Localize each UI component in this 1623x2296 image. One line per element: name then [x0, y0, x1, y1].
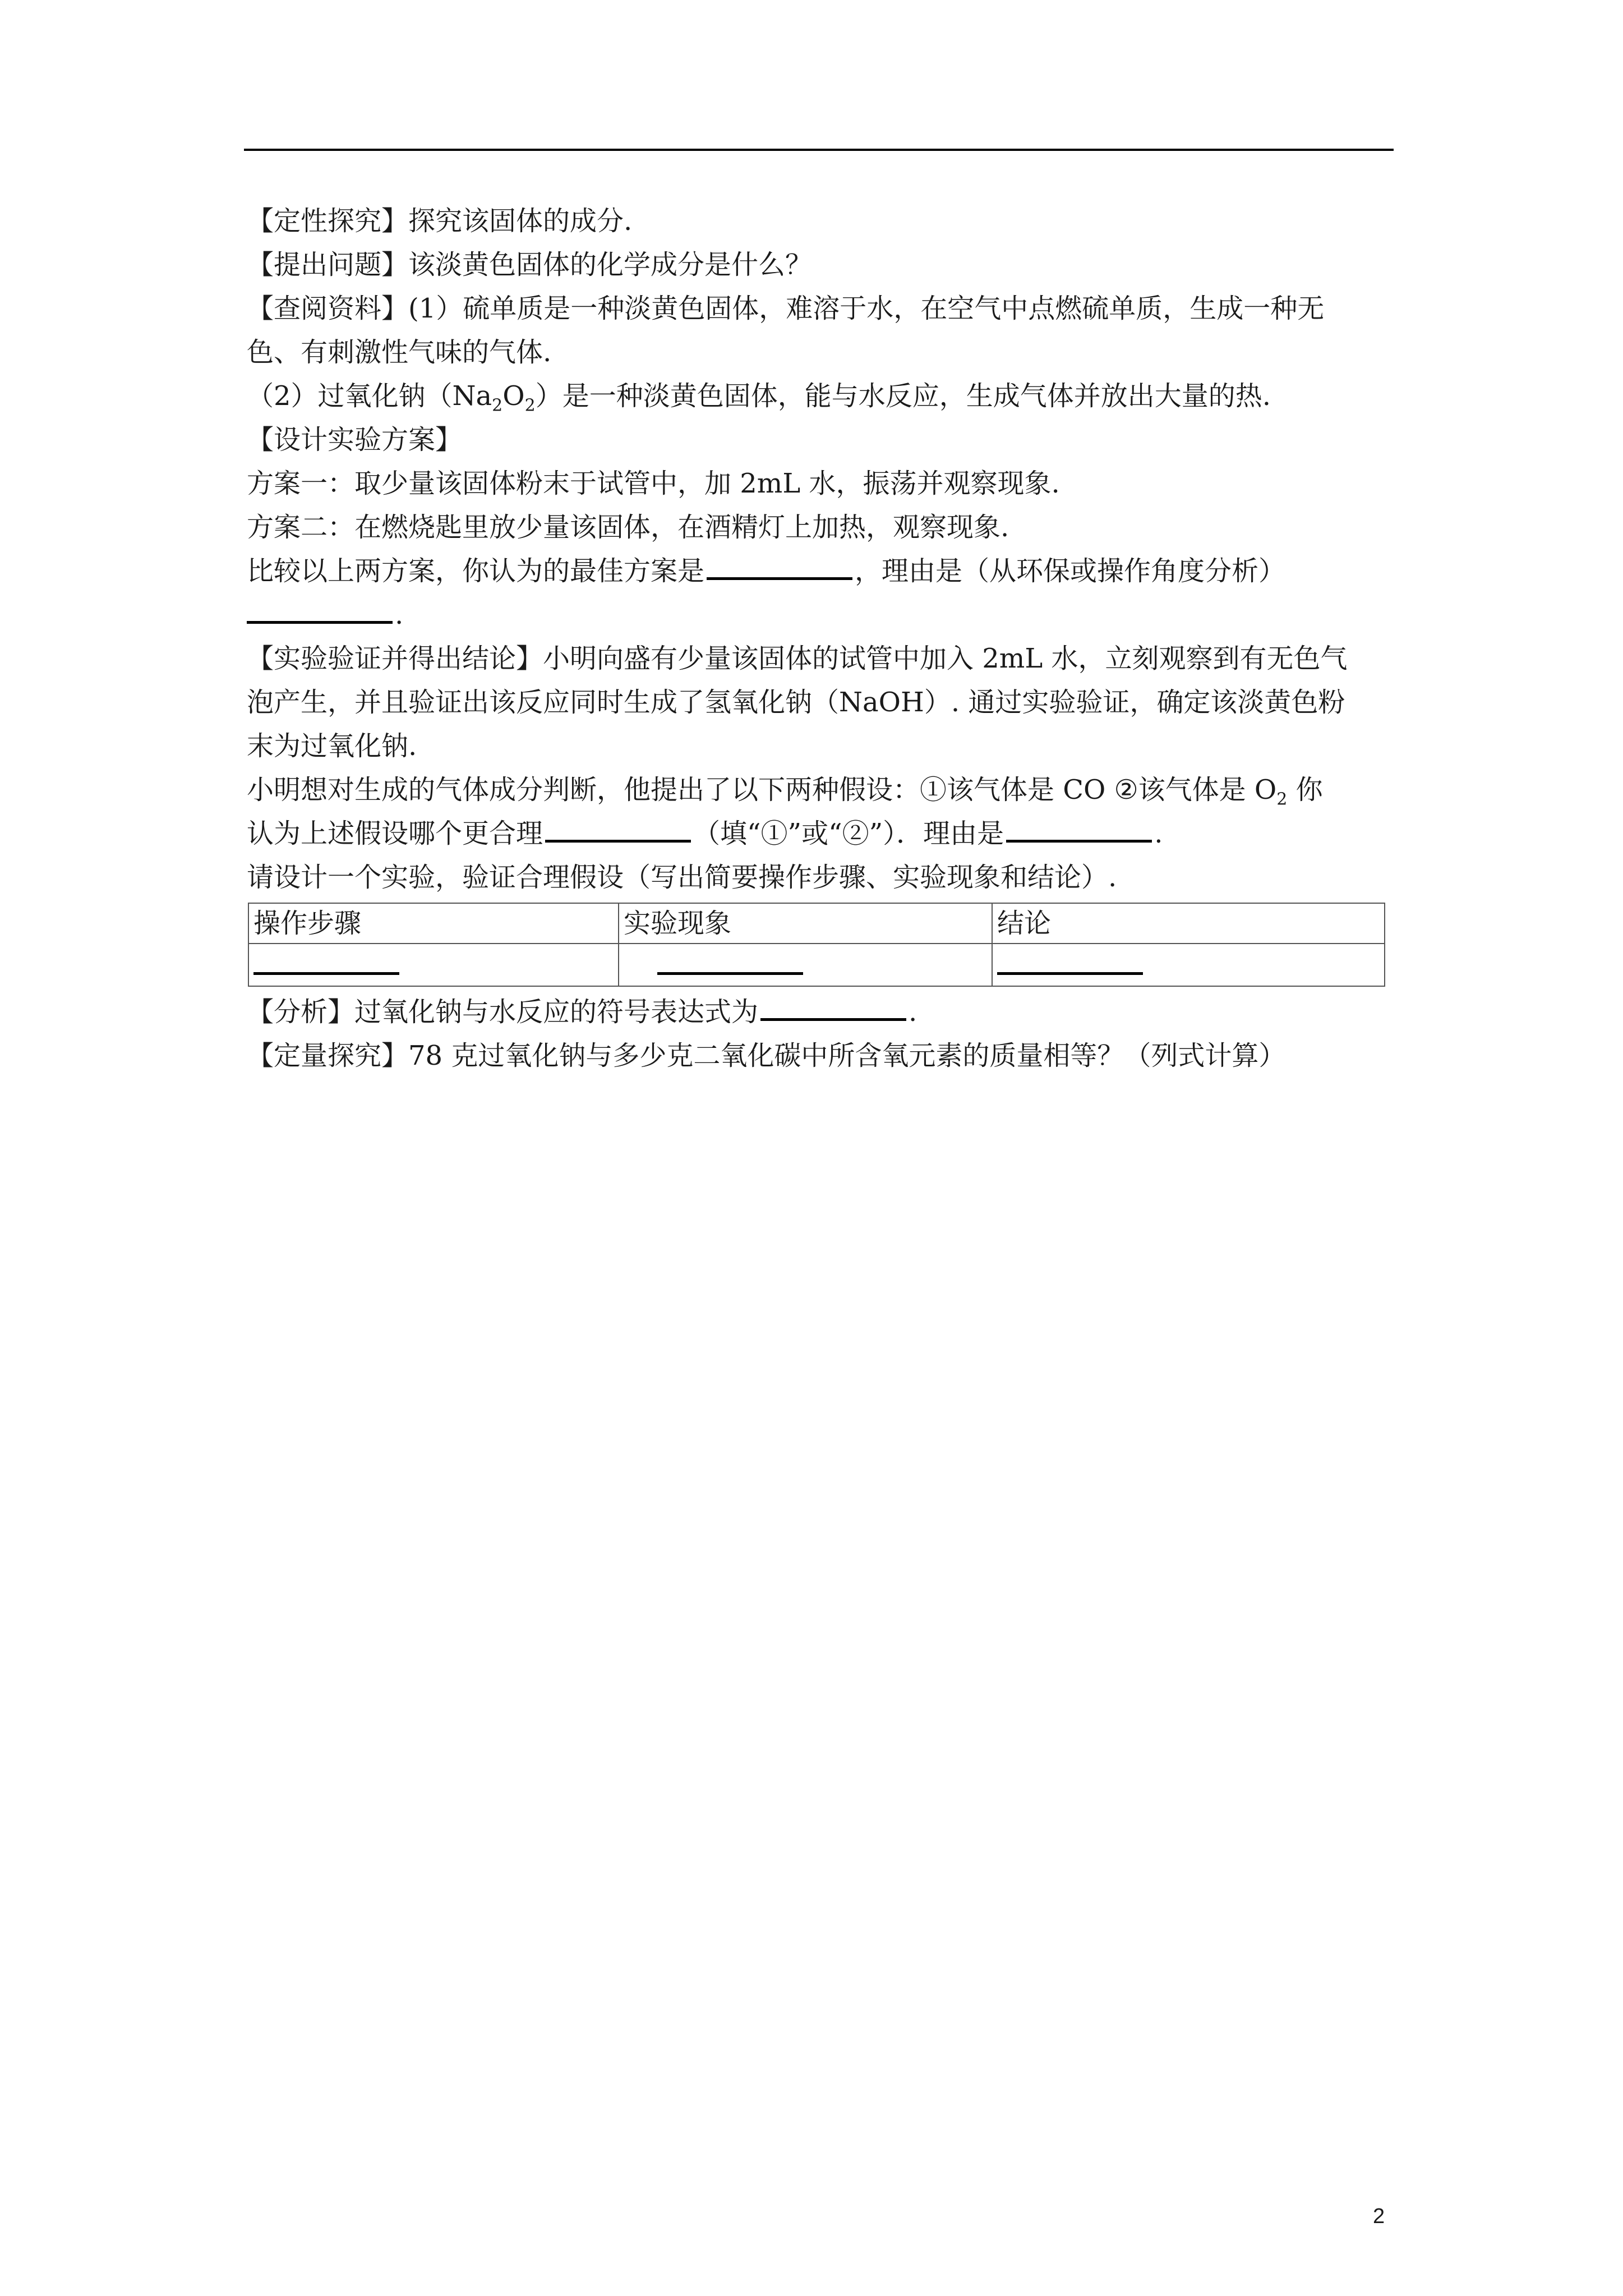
question-content	[247, 199, 1391, 1078]
table-header-cell: 实验现象	[619, 903, 992, 944]
paragraph: 【定量探究】78 克过氧化钠与多少克二氧化碳中所含氧元素的质量相等？（列式计算）	[247, 1040, 1286, 1071]
table-header-cell: 操作步骤	[248, 903, 619, 944]
paragraph	[247, 990, 1391, 1034]
paragraph: 色、有刺激性气味的气体.	[247, 337, 552, 368]
table-cell	[248, 944, 619, 986]
answer-blank[interactable]	[997, 944, 1143, 975]
paragraph: 【实验验证并得出结论】小明向盛有少量该固体的试管中加入 2mL 水，立刻观察到有无色气	[247, 643, 1348, 674]
paragraph	[247, 812, 1391, 855]
paragraph: 泡产生，并且验证出该反应同时生成了氢氧化钠（NaOH）. 通过实验验证，确定该淡黄色粉	[247, 687, 1345, 718]
text: 你	[1287, 774, 1323, 806]
text: 【分析】过氧化钠与水反应的符号表达式为	[247, 996, 759, 1028]
subscript: 2	[492, 395, 503, 416]
answer-blank[interactable]	[657, 944, 803, 975]
experiment-table	[248, 903, 1385, 987]
text: 认为上述假设哪个更合理	[247, 818, 543, 849]
paragraph: 【查阅资料】(1）硫单质是一种淡黄色固体，难溶于水，在空气中点燃硫单质，生成一种无	[247, 293, 1325, 324]
text: .	[1154, 818, 1163, 849]
text: （2）过氧化钠（Na	[247, 380, 492, 412]
text: 比较以上两方案，你认为的最佳方案是	[247, 555, 705, 587]
table-row	[248, 944, 1385, 986]
table-cell	[619, 944, 992, 986]
header-rule	[244, 149, 1394, 151]
answer-blank[interactable]	[545, 813, 691, 843]
table-cell	[992, 944, 1385, 986]
paragraph	[247, 768, 1391, 812]
page-number: 2	[1373, 2205, 1385, 2228]
text: O	[502, 380, 525, 412]
answer-blank[interactable]	[707, 550, 852, 580]
paragraph: 末为过氧化钠.	[247, 730, 417, 762]
table-header-row	[248, 903, 1385, 944]
paragraph: 【设计实验方案】	[247, 424, 463, 455]
paragraph: 【提出问题】该淡黄色固体的化学成分是什么？	[247, 249, 813, 280]
text: ，理由是（从环保或操作角度分析）	[855, 555, 1286, 587]
answer-blank[interactable]	[253, 944, 399, 975]
subscript: 2	[524, 395, 536, 416]
subscript: 2	[1276, 789, 1288, 809]
text: （填“①”或“②”）．理由是	[693, 818, 1004, 849]
paragraph	[247, 374, 1391, 418]
paragraph: 方案二：在燃烧匙里放少量该固体，在酒精灯上加热，观察现象.	[247, 512, 1009, 543]
paragraph	[247, 549, 1391, 593]
text: .	[909, 996, 917, 1028]
answer-blank[interactable]	[1006, 813, 1152, 843]
paragraph: 方案一：取少量该固体粉末于试管中，加 2mL 水，振荡并观察现象.	[247, 468, 1060, 499]
answer-blank[interactable]	[247, 594, 393, 624]
table-header-cell: 结论	[992, 903, 1385, 944]
text: ）是一种淡黄色固体，能与水反应，生成气体并放出大量的热.	[535, 380, 1271, 412]
text: .	[395, 599, 404, 631]
answer-blank[interactable]	[760, 991, 906, 1021]
paragraph: 请设计一个实验，验证合理假设（写出简要操作步骤、实验现象和结论）.	[247, 862, 1117, 893]
text: 小明想对生成的气体成分判断，他提出了以下两种假设：①该气体是 CO ②该气体是 O	[247, 774, 1277, 806]
paragraph: 【定性探究】探究该固体的成分.	[247, 205, 633, 237]
paragraph	[247, 593, 1391, 637]
